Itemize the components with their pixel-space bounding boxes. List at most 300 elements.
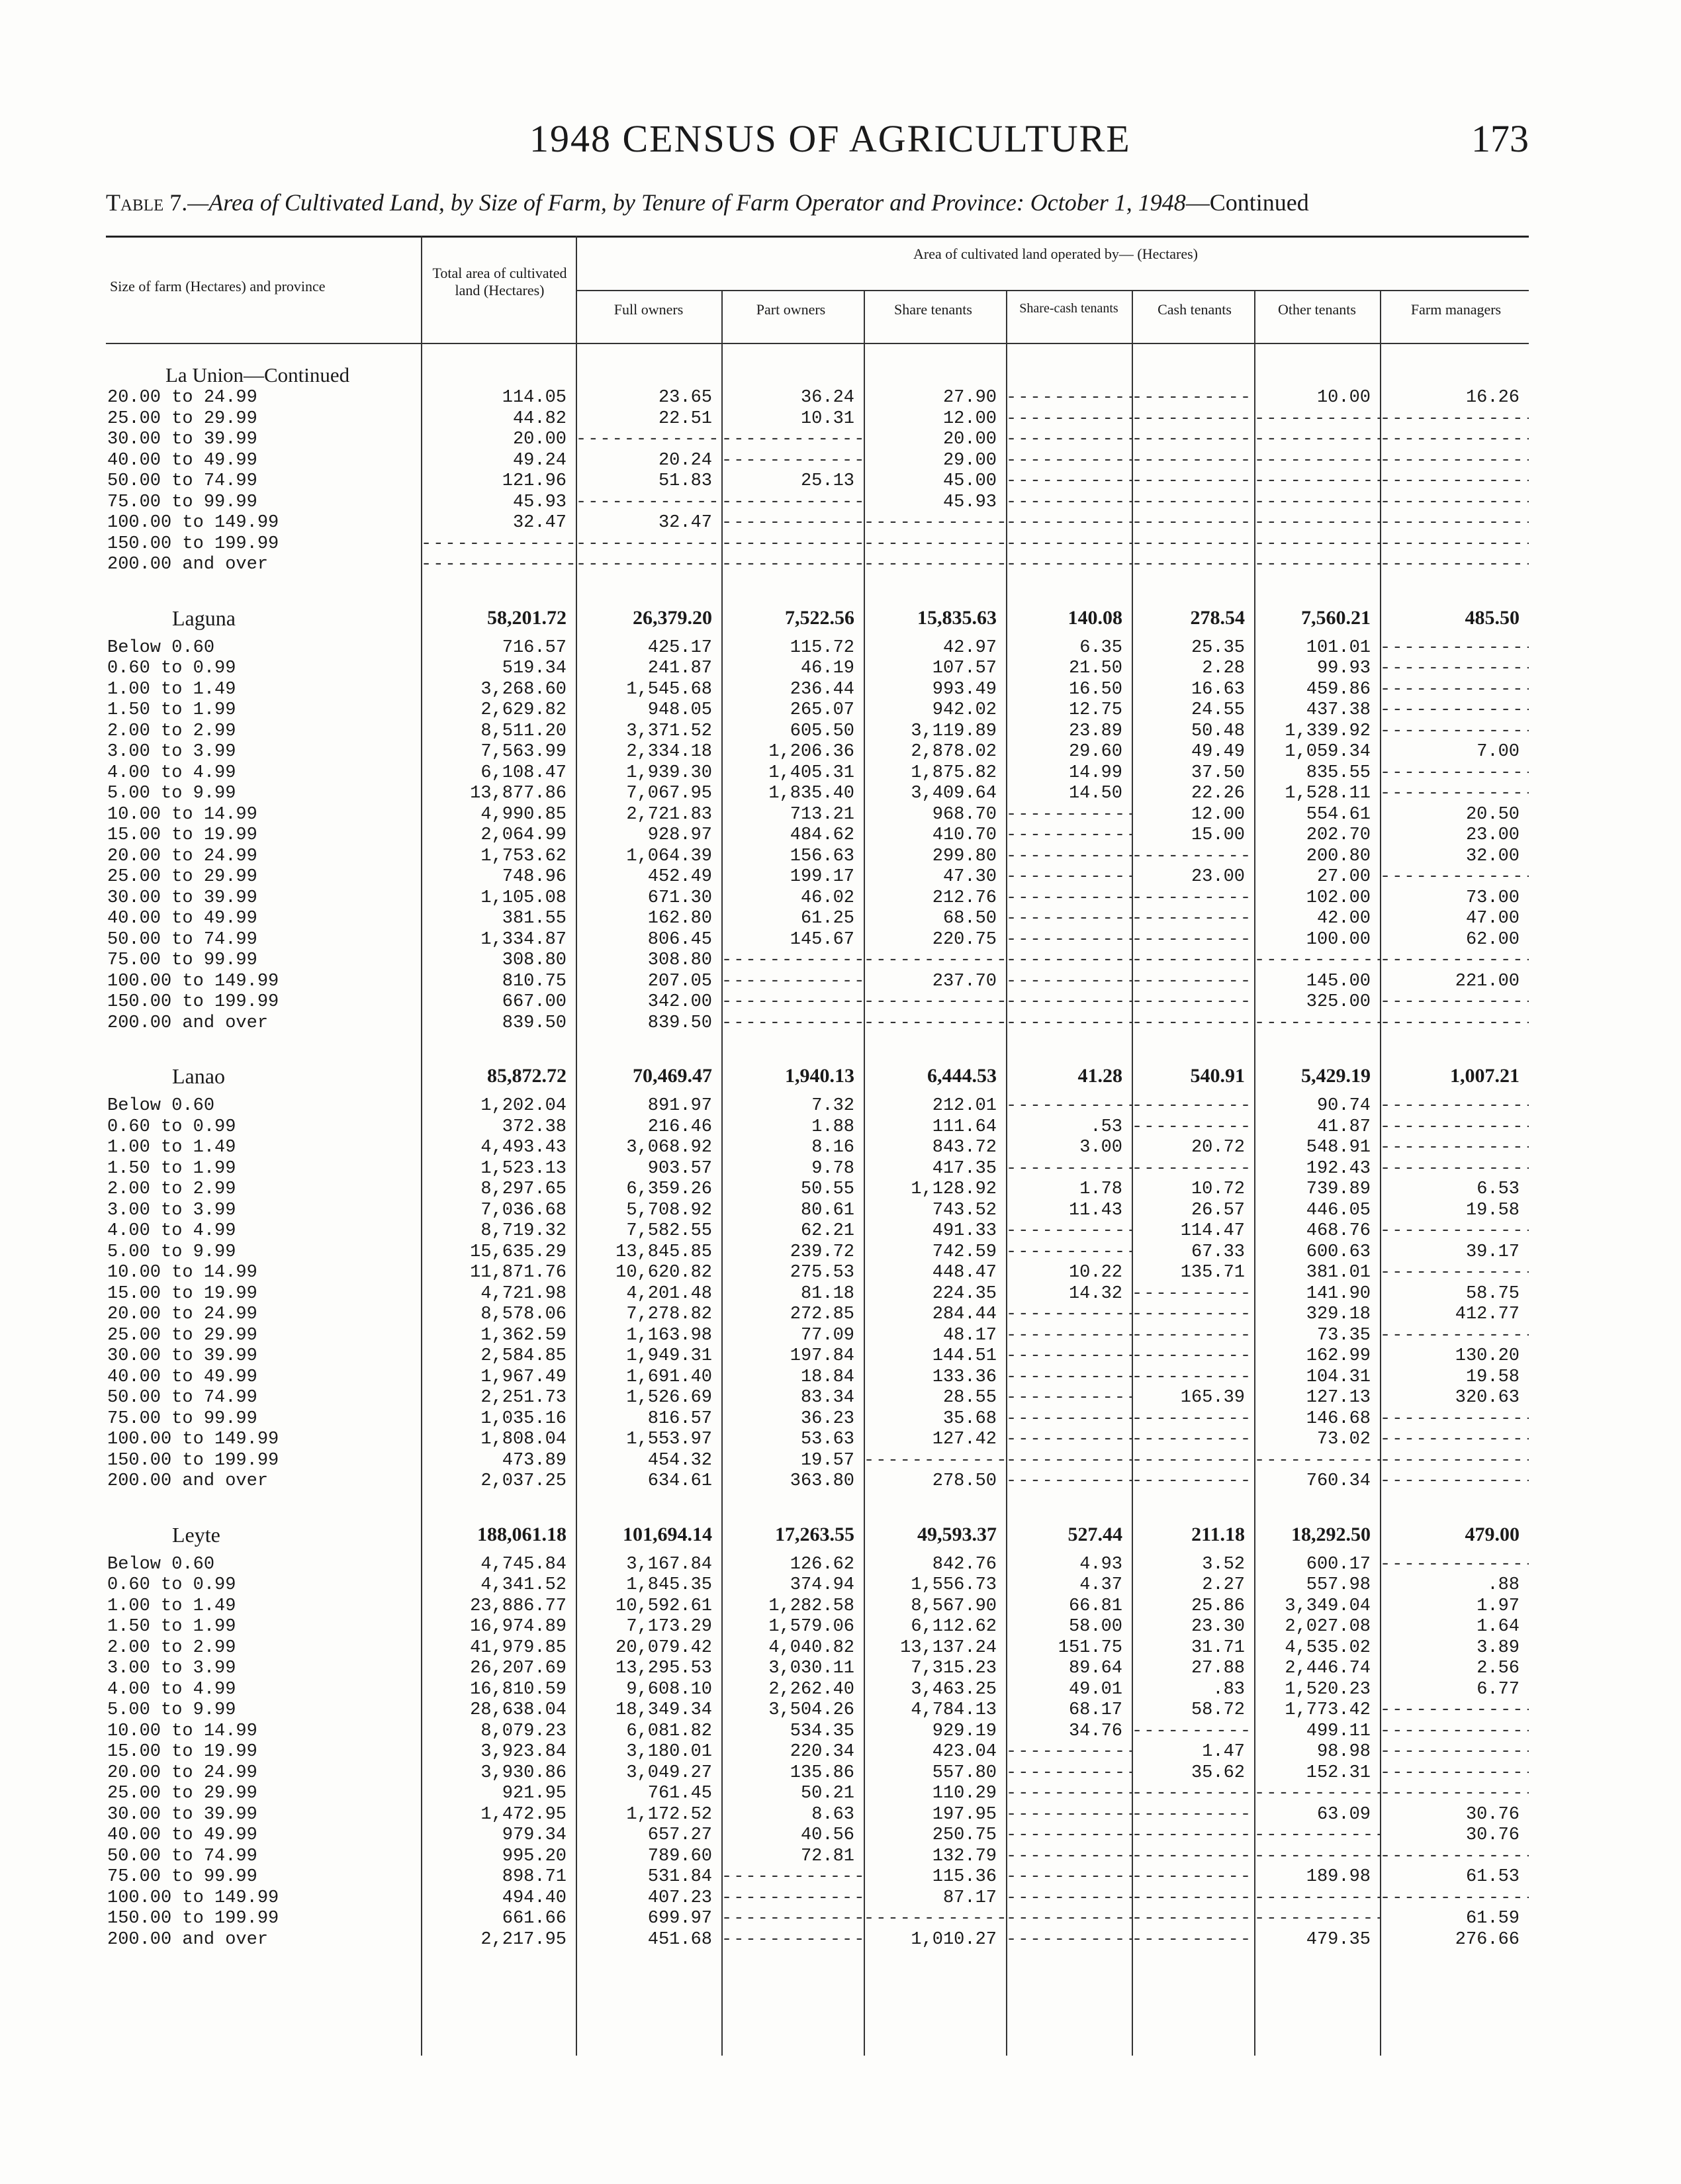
cell-share-cash-tenants: 34.76	[1068, 1721, 1122, 1741]
cell-share-cash-tenants	[1006, 1784, 1132, 1805]
cell-farm-managers	[1380, 492, 1529, 514]
cell-cash-tenants	[1132, 451, 1254, 472]
cell-share-tenants: 6,112.62	[911, 1617, 997, 1637]
row-label: 20.00 to 24.99	[107, 1304, 257, 1324]
row-label: 75.00 to 99.99	[107, 1867, 257, 1887]
cell-cash-tenants	[1132, 513, 1254, 534]
table-title: —Area of Cultivated Land, by Size of Farm, by Tenure of Farm Operator and Province: October 1, 1948	[187, 189, 1186, 216]
cell-full-owners: 657.27	[647, 1825, 712, 1845]
cell-other-tenants	[1254, 1888, 1380, 1909]
cell-farm-managers	[1380, 513, 1529, 534]
cell-cash-tenants: 24.55	[1191, 700, 1245, 720]
cell-farm-managers	[1380, 867, 1529, 888]
cell-share-tenants: 212.76	[932, 887, 997, 908]
cell-share-tenants: 448.47	[932, 1263, 997, 1283]
cell-share-tenants: 15,835.63	[917, 606, 997, 629]
cell-part-owners: 156.63	[790, 846, 854, 866]
cell-share-cash-tenants: .53	[1090, 1116, 1122, 1137]
row-label: 15.00 to 19.99	[107, 1742, 257, 1762]
cell-total: 15,635.29	[470, 1242, 567, 1262]
cell-full-owners: 407.23	[647, 1888, 712, 1908]
cell-full-owners: 18,349.34	[615, 1700, 712, 1720]
col-full-owners: Full owners	[613, 301, 684, 318]
row-label: 25.00 to 29.99	[107, 867, 257, 887]
cell-total: 1,202.04	[480, 1096, 567, 1116]
row-label: 200.00 and over	[107, 1929, 269, 1950]
cell-share-tenants: 110.29	[932, 1784, 997, 1803]
row-label: 40.00 to 49.99	[107, 1367, 257, 1387]
col-other-tenants: Other tenants	[1278, 301, 1356, 318]
cell-cash-tenants	[1132, 534, 1254, 555]
cell-other-tenants: 600.17	[1306, 1554, 1371, 1574]
cell-farm-managers	[1380, 659, 1529, 680]
cell-part-owners: 1,206.36	[768, 742, 854, 762]
cell-full-owners: 1,845.35	[626, 1575, 712, 1595]
cell-total: 995.20	[502, 1846, 567, 1866]
cell-other-tenants: 162.99	[1306, 1346, 1371, 1366]
row-label: 30.00 to 39.99	[107, 1804, 257, 1825]
cell-cash-tenants: 1.47	[1202, 1742, 1245, 1762]
cell-other-tenants: 18,292.50	[1291, 1523, 1371, 1545]
table-row	[106, 909, 1529, 930]
cell-share-cash-tenants	[1006, 1909, 1132, 1930]
cell-part-owners	[721, 513, 864, 534]
row-label: 2.00 to 2.99	[107, 1179, 236, 1199]
row-label: 150.00 to 199.99	[107, 1450, 279, 1471]
row-label: La Union—Continued	[165, 363, 350, 387]
cell-share-cash-tenants	[1006, 909, 1132, 930]
cell-full-owners: 699.97	[647, 1909, 712, 1929]
cell-other-tenants: 499.11	[1306, 1721, 1371, 1741]
cell-farm-managers: 2.56	[1477, 1659, 1520, 1678]
cell-other-tenants: 446.05	[1306, 1200, 1371, 1220]
cell-total: 4,493.43	[480, 1138, 567, 1158]
cell-share-cash-tenants	[1006, 1742, 1132, 1763]
cell-full-owners: 32.47	[658, 513, 712, 533]
cell-part-owners: 17,263.55	[775, 1523, 854, 1545]
cell-other-tenants	[1254, 1825, 1380, 1846]
cell-cash-tenants: 22.26	[1191, 784, 1245, 803]
table-row	[106, 888, 1529, 909]
table-row	[106, 992, 1529, 1013]
cell-full-owners: 425.17	[647, 637, 712, 658]
cell-part-owners: 81.18	[800, 1283, 854, 1304]
cell-cash-tenants: 23.00	[1191, 867, 1245, 887]
cell-share-tenants	[864, 1909, 1006, 1930]
cell-other-tenants: 600.63	[1306, 1242, 1371, 1262]
row-label: 5.00 to 9.99	[107, 1700, 236, 1720]
row-label: 75.00 to 99.99	[107, 1408, 257, 1429]
col-farm-managers: Farm managers	[1410, 301, 1502, 318]
table-row	[106, 805, 1529, 826]
spacer-row	[106, 1034, 1529, 1056]
cell-cash-tenants	[1132, 1409, 1254, 1430]
cell-cash-tenants: 114.47	[1180, 1221, 1245, 1241]
cell-cash-tenants	[1132, 1930, 1254, 1951]
table-row	[106, 763, 1529, 784]
cell-other-tenants: 325.00	[1306, 992, 1371, 1012]
cell-share-cash-tenants	[1006, 492, 1132, 514]
col-share-cash-tenants: Share-cash tenants	[1019, 301, 1118, 316]
cell-share-cash-tenants: 89.64	[1068, 1659, 1122, 1678]
col-cash-tenants: Cash tenants	[1158, 301, 1232, 318]
cell-full-owners: 308.80	[647, 950, 712, 970]
cell-total: 85,872.72	[487, 1065, 567, 1087]
cell-farm-managers: 62.00	[1465, 929, 1520, 950]
cell-other-tenants	[1254, 1451, 1380, 1472]
cell-share-cash-tenants	[1006, 471, 1132, 492]
cell-cash-tenants: 35.62	[1191, 1762, 1245, 1783]
cell-full-owners	[576, 555, 721, 576]
row-label: 1.50 to 1.99	[107, 1158, 236, 1179]
row-label: 1.00 to 1.49	[107, 1138, 236, 1158]
cell-cash-tenants	[1132, 846, 1254, 868]
cell-share-cash-tenants	[1006, 1304, 1132, 1326]
row-label: 25.00 to 29.99	[107, 408, 257, 429]
table-row	[106, 867, 1529, 888]
cell-share-cash-tenants: 14.99	[1068, 762, 1122, 783]
row-label: 1.00 to 1.49	[107, 1596, 236, 1616]
table-row	[106, 1596, 1529, 1617]
cell-share-tenants: 3,463.25	[911, 1679, 997, 1700]
row-label: 0.60 to 0.99	[107, 1575, 236, 1595]
cell-total: 1,753.62	[480, 846, 567, 866]
cell-part-owners: 1,405.31	[768, 762, 854, 783]
cell-cash-tenants	[1132, 1367, 1254, 1388]
cell-share-tenants: 557.80	[932, 1762, 997, 1783]
cell-full-owners: 816.57	[647, 1408, 712, 1429]
cell-total: 716.57	[502, 637, 567, 658]
cell-full-owners: 891.97	[647, 1096, 712, 1116]
cell-part-owners: 61.25	[800, 909, 854, 929]
cell-share-cash-tenants	[1006, 1825, 1132, 1846]
cell-other-tenants	[1254, 534, 1380, 555]
table-label: Table 7.	[106, 189, 188, 216]
cell-total: 7,036.68	[480, 1200, 567, 1220]
cell-farm-managers: 7.00	[1477, 742, 1520, 762]
table-row	[106, 825, 1529, 846]
cell-part-owners: 40.56	[800, 1825, 854, 1845]
cell-share-cash-tenants: 23.89	[1068, 721, 1122, 741]
cell-total: 4,745.84	[480, 1554, 567, 1574]
cell-part-owners	[721, 430, 864, 451]
cell-part-owners: 534.35	[790, 1721, 854, 1741]
cell-farm-managers	[1380, 1326, 1529, 1347]
cell-farm-managers	[1380, 992, 1529, 1013]
cell-part-owners: 135.86	[790, 1762, 854, 1783]
cell-total: 519.34	[502, 659, 567, 678]
table-row	[106, 1179, 1529, 1201]
row-label: 30.00 to 39.99	[107, 430, 257, 449]
cell-other-tenants	[1254, 451, 1380, 472]
cell-cash-tenants	[1132, 1346, 1254, 1367]
row-label: Lanao	[172, 1064, 225, 1088]
cell-other-tenants: 557.98	[1306, 1575, 1371, 1595]
cell-total: 661.66	[502, 1909, 567, 1929]
cell-part-owners: 1,835.40	[768, 784, 854, 803]
table-row	[106, 1575, 1529, 1596]
cell-cash-tenants: 2.27	[1202, 1575, 1245, 1595]
cell-share-tenants: 111.64	[932, 1116, 997, 1137]
cell-total: 11,871.76	[470, 1263, 567, 1283]
cell-cash-tenants	[1132, 492, 1254, 514]
cell-share-cash-tenants: 16.50	[1068, 679, 1122, 700]
cell-part-owners: 8.63	[811, 1804, 854, 1825]
cell-total: 16,974.89	[470, 1617, 567, 1637]
cell-part-owners: 374.94	[790, 1575, 854, 1595]
cell-share-tenants: 1,010.27	[911, 1929, 997, 1950]
cell-share-cash-tenants	[1006, 1159, 1132, 1180]
table-row	[106, 1263, 1529, 1284]
table-row	[106, 1159, 1529, 1180]
row-label: 200.00 and over	[107, 555, 269, 574]
cell-total: 308.80	[502, 950, 567, 970]
cell-share-tenants: 42.97	[942, 637, 997, 658]
cell-share-cash-tenants: 14.50	[1068, 784, 1122, 803]
cell-part-owners: 50.21	[800, 1784, 854, 1803]
cell-share-tenants: 45.00	[942, 471, 997, 491]
cell-share-tenants: 491.33	[932, 1221, 997, 1241]
cell-share-cash-tenants	[1006, 1013, 1132, 1034]
cell-farm-managers: 19.58	[1465, 1200, 1520, 1220]
table-row	[106, 1659, 1529, 1680]
cell-share-tenants: 220.75	[932, 929, 997, 950]
cell-cash-tenants	[1132, 992, 1254, 1013]
cell-farm-managers	[1380, 680, 1529, 701]
col-share-tenants: Share tenants	[894, 301, 972, 318]
col-total: Total area of cultivated land (Hectares)	[432, 265, 567, 298]
cell-part-owners: 10.31	[800, 408, 854, 429]
cell-total: 16,810.59	[470, 1679, 567, 1700]
row-label: 1.00 to 1.49	[107, 679, 236, 700]
cell-total: 188,061.18	[477, 1523, 567, 1545]
cell-other-tenants: 1,528.11	[1285, 784, 1371, 803]
table-continued: —Continued	[1185, 189, 1309, 216]
cell-share-tenants: 942.02	[932, 700, 997, 720]
cell-total: 28,638.04	[470, 1700, 567, 1720]
cell-other-tenants	[1254, 1013, 1380, 1034]
row-label: 150.00 to 199.99	[107, 992, 279, 1012]
cell-part-owners: 3,504.26	[768, 1700, 854, 1720]
cell-other-tenants: 99.93	[1316, 659, 1371, 678]
cell-share-cash-tenants: 41.28	[1077, 1065, 1122, 1087]
cell-farm-managers: 412.77	[1455, 1304, 1520, 1324]
cell-total: 7,563.99	[480, 742, 567, 762]
cell-other-tenants: 141.90	[1306, 1283, 1371, 1304]
cell-full-owners: 207.05	[647, 971, 712, 991]
cell-farm-managers	[1380, 763, 1529, 784]
cell-farm-managers	[1380, 1700, 1529, 1721]
table-row	[106, 721, 1529, 743]
row-label: 1.50 to 1.99	[107, 1617, 236, 1637]
cell-full-owners: 1,691.40	[626, 1367, 712, 1387]
row-label: 50.00 to 74.99	[107, 471, 257, 491]
cell-total: 45.93	[512, 492, 567, 512]
cell-share-tenants	[864, 534, 1006, 555]
cell-full-owners: 6,359.26	[626, 1179, 712, 1199]
cell-share-cash-tenants	[1006, 1471, 1132, 1492]
row-label: 100.00 to 149.99	[107, 513, 279, 533]
cell-other-tenants	[1254, 1784, 1380, 1805]
cell-farm-managers: .88	[1487, 1575, 1520, 1595]
table-row	[106, 1700, 1529, 1721]
top-rule	[106, 236, 1529, 238]
cell-share-cash-tenants	[1006, 409, 1132, 430]
cell-part-owners: 7,522.56	[785, 606, 854, 629]
cell-full-owners: 216.46	[647, 1116, 712, 1137]
cell-full-owners: 13,295.53	[615, 1659, 712, 1678]
cell-share-tenants: 197.95	[932, 1804, 997, 1825]
cell-part-owners	[721, 1867, 864, 1888]
cell-farm-managers	[1380, 638, 1529, 659]
cell-part-owners	[721, 492, 864, 514]
table-row	[106, 1304, 1529, 1326]
cell-farm-managers	[1380, 409, 1529, 430]
cell-full-owners: 454.32	[647, 1450, 712, 1471]
cell-share-tenants: 115.36	[932, 1867, 997, 1887]
cell-share-tenants: 742.59	[932, 1242, 997, 1262]
cell-total: 3,923.84	[480, 1742, 567, 1762]
cell-cash-tenants	[1132, 471, 1254, 492]
cell-other-tenants: 42.00	[1316, 909, 1371, 929]
cell-other-tenants: 554.61	[1306, 804, 1371, 825]
cell-full-owners: 70,469.47	[633, 1065, 712, 1087]
cell-farm-managers: 479.00	[1465, 1523, 1520, 1545]
page-title: 1948 CENSUS OF AGRICULTURE	[529, 117, 1131, 160]
cell-farm-managers: 61.53	[1465, 1867, 1520, 1887]
cell-share-tenants: 35.68	[942, 1408, 997, 1429]
cell-cash-tenants: 135.71	[1180, 1263, 1245, 1283]
row-label: 5.00 to 9.99	[107, 1242, 236, 1262]
row-label: 2.00 to 2.99	[107, 721, 236, 741]
table-row	[106, 1367, 1529, 1388]
cell-farm-managers: 30.76	[1465, 1804, 1520, 1825]
cell-share-tenants: 13,137.24	[900, 1637, 997, 1658]
table-row	[106, 1742, 1529, 1763]
cell-total: 4,341.52	[480, 1575, 567, 1595]
table-row	[106, 1638, 1529, 1659]
cell-cash-tenants	[1132, 1825, 1254, 1846]
cell-farm-managers	[1380, 784, 1529, 805]
cell-part-owners: 36.24	[800, 388, 854, 408]
cell-share-cash-tenants: 29.60	[1068, 742, 1122, 762]
table-row	[106, 513, 1529, 534]
cell-part-owners: 275.53	[790, 1263, 854, 1283]
cell-share-cash-tenants: 4.93	[1079, 1554, 1122, 1574]
cell-cash-tenants	[1132, 1888, 1254, 1909]
cell-share-tenants: 1,556.73	[911, 1575, 997, 1595]
row-label: 4.00 to 4.99	[107, 1679, 236, 1700]
cell-share-tenants: 87.17	[942, 1888, 997, 1908]
cell-cash-tenants	[1132, 1805, 1254, 1826]
cell-full-owners: 2,334.18	[626, 742, 712, 762]
cell-part-owners	[721, 1930, 864, 1951]
table-row	[106, 1451, 1529, 1472]
cell-farm-managers: 221.00	[1455, 971, 1520, 991]
row-label: 75.00 to 99.99	[107, 950, 257, 970]
cell-share-cash-tenants: 3.00	[1079, 1138, 1122, 1158]
cell-farm-managers: 1.64	[1477, 1617, 1520, 1637]
cell-share-cash-tenants	[1006, 1763, 1132, 1784]
cell-other-tenants: 437.38	[1306, 700, 1371, 720]
cell-share-tenants: 47.30	[942, 867, 997, 887]
cell-farm-managers	[1380, 1721, 1529, 1743]
cell-cash-tenants	[1132, 1784, 1254, 1805]
cell-share-cash-tenants	[1006, 1846, 1132, 1868]
table-row	[106, 492, 1529, 514]
cell-total: 2,064.99	[480, 825, 567, 845]
cell-part-owners	[721, 1888, 864, 1909]
cell-share-tenants	[864, 950, 1006, 972]
cell-share-cash-tenants: 6.35	[1079, 637, 1122, 658]
cell-share-cash-tenants: 10.22	[1068, 1263, 1122, 1283]
table-row	[106, 680, 1529, 701]
cell-other-tenants: 101.01	[1306, 637, 1371, 658]
cell-farm-managers	[1380, 1430, 1529, 1451]
cell-total: 8,297.65	[480, 1179, 567, 1199]
table-caption	[106, 189, 1535, 216]
cell-share-tenants: 132.79	[932, 1846, 997, 1866]
cell-cash-tenants	[1132, 972, 1254, 993]
cell-total: 8,719.32	[480, 1221, 567, 1241]
cell-other-tenants: 479.35	[1306, 1929, 1371, 1950]
cell-full-owners: 928.97	[647, 825, 712, 845]
row-label: 3.00 to 3.99	[107, 1659, 236, 1678]
cell-cash-tenants	[1132, 1326, 1254, 1347]
cell-other-tenants: 1,520.23	[1285, 1679, 1371, 1700]
cell-share-cash-tenants: 49.01	[1068, 1679, 1122, 1700]
cell-total: 2,217.95	[480, 1929, 567, 1950]
cell-share-tenants: 278.50	[932, 1471, 997, 1491]
cell-cash-tenants: 50.48	[1191, 721, 1245, 741]
cell-other-tenants	[1254, 1846, 1380, 1868]
table-row	[106, 1430, 1529, 1451]
cell-cash-tenants	[1132, 1304, 1254, 1326]
cell-other-tenants: 192.43	[1306, 1158, 1371, 1179]
cell-cash-tenants	[1132, 1846, 1254, 1868]
cell-share-tenants: 299.80	[932, 846, 997, 866]
cell-share-tenants: 993.49	[932, 679, 997, 700]
cell-part-owners: 236.44	[790, 679, 854, 700]
cell-share-tenants	[864, 555, 1006, 576]
cell-full-owners: 3,068.92	[626, 1138, 712, 1158]
cell-share-cash-tenants	[1006, 930, 1132, 951]
row-label: 10.00 to 14.99	[107, 1721, 257, 1741]
cell-share-tenants: 27.90	[942, 388, 997, 408]
cell-other-tenants: 459.86	[1306, 679, 1371, 700]
cell-other-tenants: 104.31	[1306, 1367, 1371, 1387]
cell-share-tenants: 212.01	[932, 1096, 997, 1116]
cell-share-cash-tenants	[1006, 430, 1132, 451]
cell-other-tenants: 200.80	[1306, 846, 1371, 866]
row-label: 30.00 to 39.99	[107, 887, 257, 908]
table-row	[106, 1930, 1529, 1951]
table-row	[106, 1784, 1529, 1805]
row-label: 100.00 to 149.99	[107, 1888, 279, 1908]
cell-part-owners	[721, 1013, 864, 1034]
cell-farm-managers	[1380, 1451, 1529, 1472]
cell-cash-tenants	[1132, 1013, 1254, 1034]
cell-full-owners: 1,172.52	[626, 1804, 712, 1825]
cell-full-owners	[576, 430, 721, 451]
cell-cash-tenants	[1132, 1471, 1254, 1492]
cell-full-owners: 7,173.29	[626, 1617, 712, 1637]
cell-total: 1,523.13	[480, 1158, 567, 1179]
table-row	[106, 1721, 1529, 1743]
cell-farm-managers: 73.00	[1465, 887, 1520, 908]
cell-cash-tenants: 37.50	[1191, 762, 1245, 783]
cell-share-cash-tenants	[1006, 1346, 1132, 1367]
